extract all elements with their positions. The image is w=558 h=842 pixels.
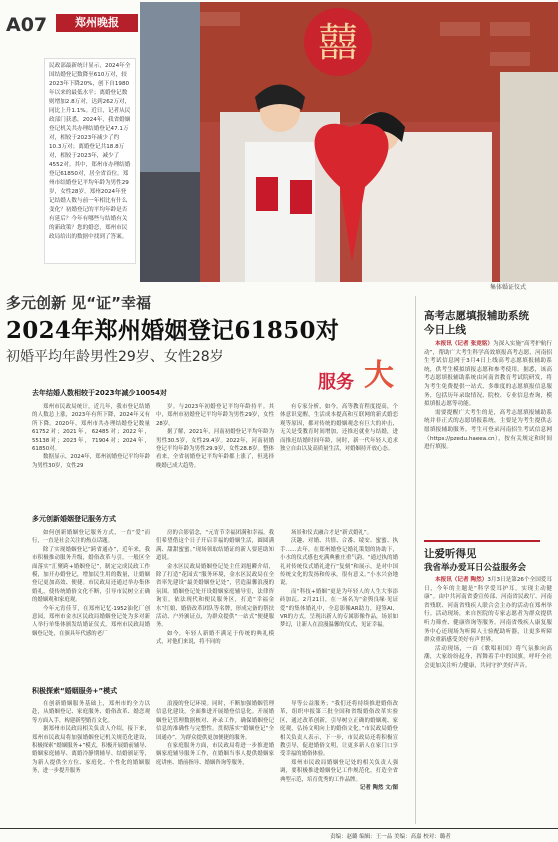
wedding-photo xyxy=(140,2,558,282)
col-9: 导等公益服务；“我们还将持续推进婚俗改革，组织申报第三批全国和省级婚俗改革实验区，通过改革创新，引导树立正确的婚姻观、家庭观，弘扬文明向上的婚俗文化。”市民政局婚登相关负责人表示，下一步，市民政局还将积极宣教引导，促进婚俗文明，让更多新人在家门口享受幸福的婚俗体验。 郑州市民政局婚姻登记处的相关负责人强调，要积极推进婚姻登记工作规范化，打造全省典型示范，培育优秀的工作品牌。 记者 陶然 文/图 xyxy=(280,701,398,792)
intro-box: 民政部最新统计显示，2024年全国结婚登记数降至610万对，较2023年下降20%，创下自1980年以来的最低水平；离婚登记数则增加2.8万对，达到262万对，同比上升1.1%。近日，记者从民政部门获悉，2024年，我省婚姻登记机关共办理结婚登记47.1万对，相较于2023年减少了约10.3万对；离婚登记共18.8万对，相较于2023年，减少了4552对。其中，郑州市办理结婚登记61850对，居全省首位。郑州市结婚登记平均年龄为男性29岁，女性28岁。郑州2024年登记结婚人数与前一年相比有什么变化？初婚登记的平均年龄是否有延后？今年有哪些与结婚有关的新政策？您的婚恋，郑州市民政局给出的数据中找到了答案。 xyxy=(44,58,136,264)
right-title-2b: 我省举办爱耳日公益服务会 xyxy=(424,563,527,573)
service-stamp-label: 服务 xyxy=(318,372,354,393)
right-story-2: 本报讯（记者 陶然）3月3日是第26个全国爱耳日，今年的主题是“科学爱耳护耳，实现主动健康”。由中共河南省委宣传部、河南省民政厅、河南省残联、河南省残疾人联合会主办的活动在郑州举行。活动现场，来自医院的专家志愿者为群众提供听力筛查、健康咨询等服务。河南省残疾人康复服务中心还现场为听障人士验配助听器，让更多听障群众重新感受美好有声世界。 活动现场，一首《歌唱祖国》将气氛推向高潮，大家纷纷起身，挥舞着手中的国旗，呼吁全社会更加关注听力健康，共同守护美好声音。 xyxy=(424,577,552,669)
headline: 2024年郑州婚姻登记61850对 xyxy=(6,317,340,344)
col-7: 在创新婚姻服务基础上，郑州市的全力以赴，从婚姻登记、家庭服务、婚俗改革、婚恋观等方面入手，构建新型婚育文化。 据郑州市民政局相关负责人介绍，接下来，郑州市民政局将加强婚姻登记机关规范化建设，积极探索“婚姻服务+”模式，积极开展婚前辅导、婚姻家庭辅导、离婚冷静期辅导、结婚颁证等，为新人提供全方位、家庭化、个性化的婚姻服务，进一步提升服务 xyxy=(32,701,150,775)
column-divider xyxy=(415,296,416,824)
subheadline: 初婚平均年龄男性29岁、女性28岁 xyxy=(6,349,224,365)
col-8: 浪漫的登记环境。同时，不断加强婚姻管理信息化建设，全面推进开展婚登信息化。开展婚姻登记管理数据核对、补录工作，确保婚姻登记信息的准确性与完整性。贯彻落实“婚姻登记”全国通办”，为群众提供更加便捷的服务。 在家庭服务方面，市民政局将进一步推进婚姻家庭辅导服务工作，在婚姻当事人提供婚姻家庭讲座、婚前指导、婚姻咨询等服务， xyxy=(156,701,274,766)
page-number: A07 xyxy=(6,14,48,36)
col-5: 房的合影留念，“元宵节幸福团满和幸福，我们希望借这个日子开启幸福的婚姻生活，圆圆满满、甜甜蜜蜜。”现场领取结婚证的新人要延助知道说。 金水区民政局婚姻登记处主任刘旭瞬介绍，除了打造“花园式”服务环境，金水区民政局在全省率先建设“最美婚姻登记处”，营造温馨浪漫的氛围。婚姻登记处开设婚姻家庭辅导室，法律咨询室，依法现代和便民服务区，打造“幸福金水”红娘、婚俗改革团队等名牌，形成完备的帮扶活动、户外颁证点，为群众提供“一站式”便捷服务。 如今，年轻人新婚不满足于传统的典礼模式，对他们来说，将不同的 xyxy=(156,530,274,646)
article-byline: 记者 陶然 文/图 xyxy=(359,785,398,792)
right-story-1: 本报讯（记者 张竞铭）为深入实施“高考护航行动”，帮助广大考生科学高效填报高考志愿，河南招生考试信息网于3月4日上线高考志愿填报辅助系统，供考生模拟填报志愿和参考使用。据悉，该高考志愿填报辅助系统由河南省教育考试院研发，将为考生免费提供一站式、多维度的志愿填报信息服务，包括历年录取情况、院校、专业信息查询，模拟填报志愿等功能。 需要提醒广大考生的是，高考志愿填报辅助系统并非正式的志愿填报系统，主要是为考生提供志愿填报辅助服务。考生可登录河南招生考试信息网（https://pzedu.haeea.cn），按有关规定和时间进行填报。 xyxy=(424,341,552,451)
col-6: 场景和仪式融合才是“新式婚礼”。 沃趣、对婚、共情、合番、绫安、蜜蜜、执手……去年，在郑州婚登记婚礼策划的协助下，小水的仪式感也充满典雅庄重气韵。“通过执的婚礼对传统仪式婚礼进行“复刻”和展示，是对中国传统文化的发扬和传承，很有意义。”小水兴奋地说。 而“科技+婚姻”更是为年轻人的人生大事添砖加瓦。2月21日，在一场名为“金舆良缘·见证爱”的集体婚礼中，全息影像AR助力，迎签AI、VR的方式，呈现出新人的专属影像作品，场景如梦幻，让新人在浪漫温馨的仪式，见证幸福。 xyxy=(280,530,398,629)
right-title-1b: 今日上线 xyxy=(424,324,466,336)
col-4: 如何创新婚姻登记服务方式，一直“爱”而行，一直是社会关注的热点话题。 除了实现婚姻登记“跨省通办”，近年来，我市积极推动服务升级，婚俗改革与引，一般区全面落实“汇聚跨+婚姻登记”，制定完成民政工作模，加开办婚登记，增加民生用的数量，让婚姻登记更加高效、便捷。市民政局还通过举办集体婚礼，使传统婚俗文化不断，引导市民树立正确的婚姻观和家庭观。 今年元宵佳节，在郑州记忆·1952油化厂创意园，郑州市金水区民政局婚姻登记处为多对新人举行单集体颁发结婚证仪式，郑州市民政局婚姻登记处，在颁具年代感的老厂 xyxy=(32,530,150,637)
footer-credits: 责编：赵璐 编辑：王一品 美编：高嘉 校对：璐者 xyxy=(330,834,451,840)
right-divider xyxy=(424,540,540,542)
subhead-1: 去年结婚人数相较于2023年减少10054对 xyxy=(32,389,167,397)
col-2: 岁。与2023年初婚登记平均年龄持平。其中，郑州市初婚登记平均年龄为男性29岁，女性28岁。 据了解，2021年，河南初婚登记平均年龄为男性30.5岁，女性29.4岁。2022年，河南初婚登记平均年龄为男性29.9岁，女性28.8岁。整体看来，全省初婚登记平均年龄都上涨了，但选择晚婚已成大趋势。 xyxy=(156,404,274,469)
masthead-logo: 郑州晚报 xyxy=(56,14,138,32)
footer-rule xyxy=(0,828,558,829)
subhead-3: 积极探索“婚姻服务+”模式 xyxy=(32,687,118,695)
right-title-1a: 高考志愿填报辅助系统 xyxy=(424,310,529,322)
col-1: 郑州市民政局统计，近几年，我市登记结婚的人数总上涨，2023年有所下降，2024年又有所下降。2020年，郑州市共办理结婚登记数量61752对；2021年，62485对；2022年，55138对；2023年，71904对；2024年，61850对。 数据显示，2024年，郑州初婚登记平均年龄为男性30岁，女性29 xyxy=(32,404,150,469)
double-happiness-sign: 囍 xyxy=(318,20,358,66)
col-3: 有专家分析，如今，高等教育程度提高，个体意识觉醒，生活成本提高和互联网的新式婚恋观等原因，都对传统的婚姻观念有巨大的冲击，无关是受教育时间增加，还推迟就业与结婚，进而推迟结婚时间年龄，同时，新一代年轻人追求独立自由以及高质量生活，对婚姻持开放心态。 xyxy=(280,404,398,453)
subhead-2: 多元创新婚姻登记服务方式 xyxy=(32,515,116,523)
service-stamp-big: 大 xyxy=(364,358,394,393)
kicker: 多元创新 见“证”幸福 xyxy=(6,294,151,312)
right-title-2a: 让爱听得见 xyxy=(424,548,477,560)
photo-credit: 集体婚证仪式 xyxy=(490,284,527,291)
